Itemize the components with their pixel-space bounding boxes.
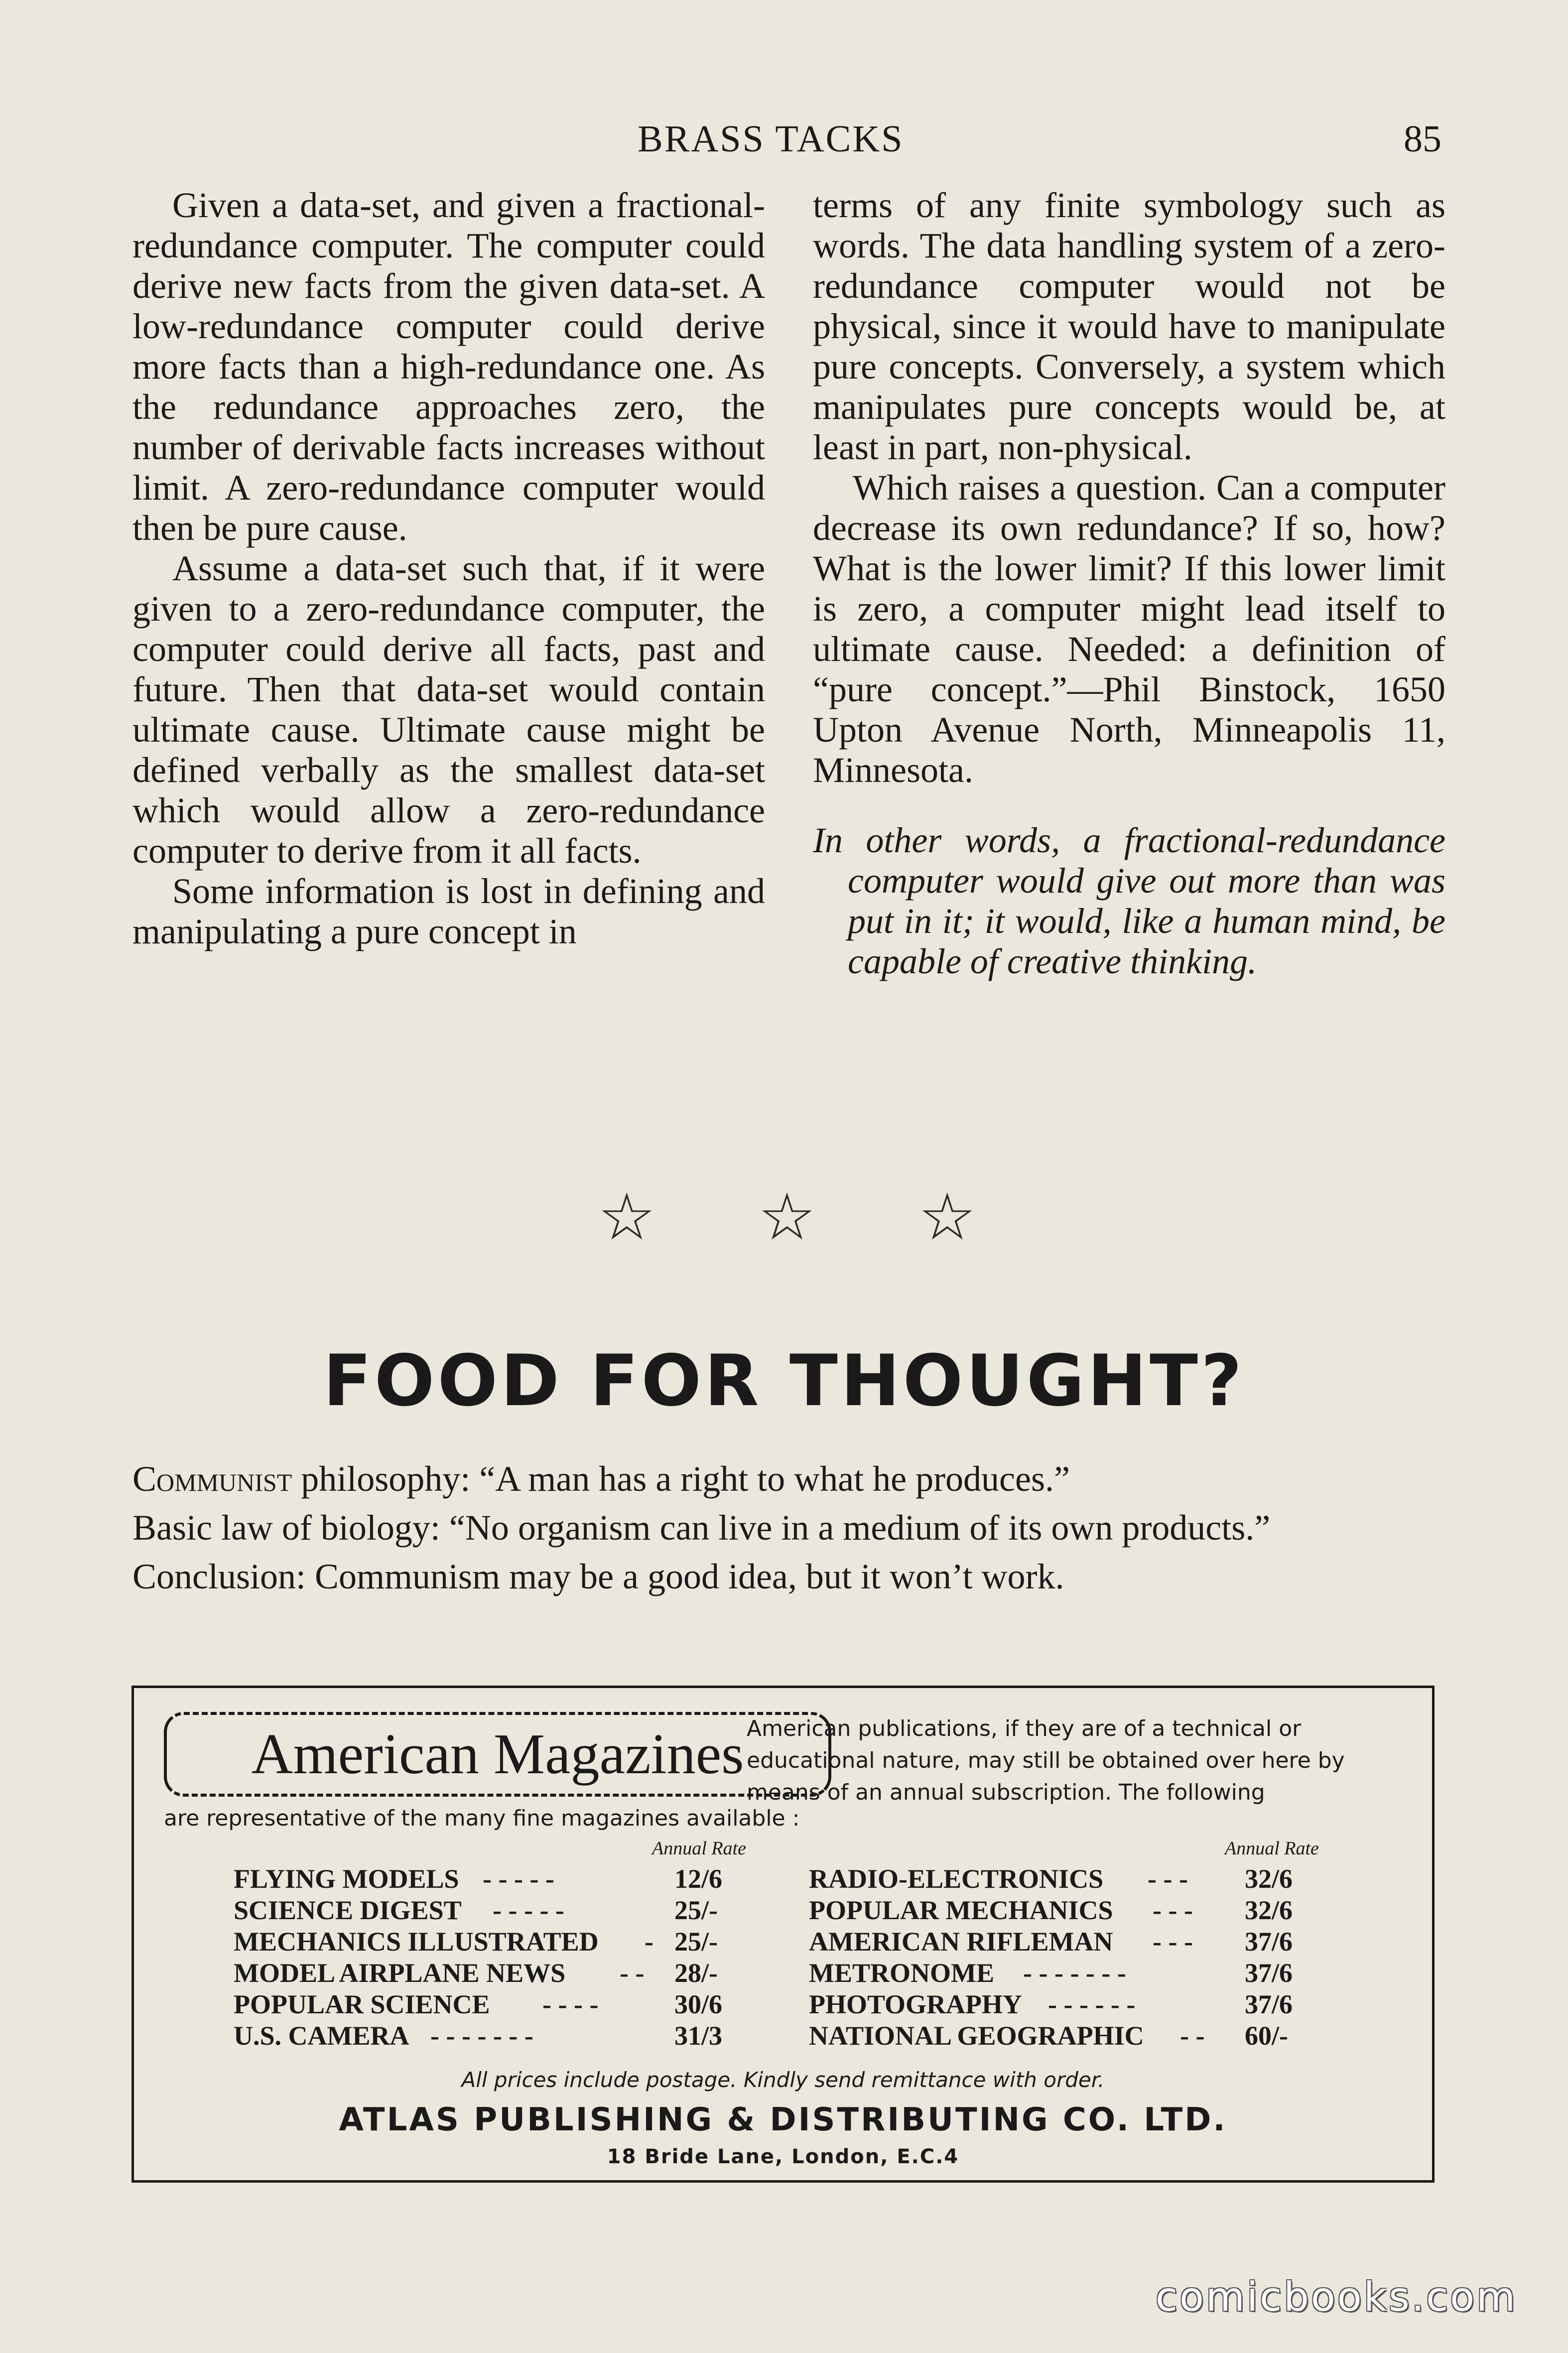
leader-dots: - - - - - - xyxy=(1048,1989,1136,2019)
magazine-row xyxy=(234,2020,757,2052)
magazine-row xyxy=(809,1926,1407,1958)
leader-dots: - - - xyxy=(1153,1895,1193,1925)
fft-lead-word: Communist xyxy=(132,1459,292,1499)
letter-paragraph: Given a data-set, and given a fractional-redundance computer. The computer could derive new facts from the given data-set. A low-redundance computer could derive more facts than a high-redundance one. As the redundance approaches zero, the number of derivable facts increases without limit. A zero-redundance computer would then be pure cause. xyxy=(132,185,765,548)
ad-intro-continued: are representative of the many fine magazines available : xyxy=(164,1806,800,1831)
magazine-row xyxy=(809,1958,1407,1989)
fft-line-1-text: philosophy: “A man has a right to what he produces.” xyxy=(292,1459,1070,1499)
letter-paragraph: Which raises a question. Can a computer decrease its own redundance? If so, how? What is the lower limit? If this lower limit is zero, a computer might lead itself to ultimate cause. Needed: a definition of “pure concept.”—Phil Binstock, 1650 Upton Avenue North, Minneapolis 11, Minnesota. xyxy=(813,468,1445,790)
magazine-row xyxy=(234,1989,757,2020)
magazine-name: RADIO-ELECTRONICS xyxy=(809,1864,1104,1894)
letter-paragraph-continued: terms of any finite symbology such as words. The data handling system of a zero-redundance computer would not be physical, since it would have to manipulate pure concepts. Conversely, a system which manipulates pure concepts would be, at least in part, non-physical. xyxy=(813,185,1445,467)
magazine-price: 31/3 xyxy=(674,2021,723,2051)
ad-price-note: All prices include postage. Kindly send remittance with order. xyxy=(461,2068,1105,2092)
leader-dots: - - xyxy=(1180,2021,1205,2051)
magazine-row xyxy=(809,1863,1407,1895)
magazine-name: METRONOME xyxy=(809,1958,994,1988)
magazine-price: 25/- xyxy=(674,1927,718,1957)
magazine-price: 25/- xyxy=(674,1895,718,1925)
rate-heading-right: Annual Rate xyxy=(1225,1838,1319,1859)
magazine-name: POPULAR SCIENCE xyxy=(234,1989,490,2019)
food-for-thought-body xyxy=(132,1454,1477,1601)
leader-dots: - - - - - - - xyxy=(1023,1958,1126,1988)
magazine-price: 32/6 xyxy=(1245,1895,1293,1925)
magazine-name: MECHANICS ILLUSTRATED xyxy=(234,1927,599,1957)
editor-reply: In other words, a fractional-redundance computer would give out more than was put in it; it would, like a human mind, be capable of creative thinking. xyxy=(813,820,1445,981)
leader-dots: - - - xyxy=(1148,1864,1188,1894)
magazine-row xyxy=(234,1895,757,1926)
letter-paragraph: Some information is lost in defining and manipulating a pure concept in xyxy=(132,871,765,951)
star-icon: ☆ xyxy=(598,1182,656,1254)
ad-company-address: 18 Bride Lane, London, E.C.4 xyxy=(607,2145,959,2168)
magazine-list-left xyxy=(234,1863,757,2052)
magazine-price: 37/6 xyxy=(1245,1958,1293,1988)
magazine-price: 28/- xyxy=(674,1958,718,1988)
letter-right-column xyxy=(813,185,1445,982)
ad-title: American Magazines xyxy=(251,1722,744,1786)
magazine-price: 30/6 xyxy=(674,1989,723,2019)
magazine-price: 37/6 xyxy=(1245,1927,1293,1957)
magazine-name: MODEL AIRPLANE NEWS xyxy=(234,1958,566,1988)
letter-paragraph: Assume a data-set such that, if it were given to a zero-redundance computer, the computer could derive all facts, past and future. Then that data-set would contain ultimate cause. Ultimate cause might be defined verbally as the smallest data-set which would allow a zero-redundance computer to derive from it all facts. xyxy=(132,548,765,871)
magazine-row xyxy=(234,1863,757,1895)
section-separator xyxy=(598,1182,976,1254)
magazine-row xyxy=(809,1895,1407,1926)
fft-line-2: Basic law of biology: “No organism can live in a medium of its own products.” xyxy=(132,1508,1271,1548)
site-watermark: comicbooks.com xyxy=(1156,2274,1518,2320)
magazine-name: NATIONAL GEOGRAPHIC xyxy=(809,2021,1144,2051)
magazine-row xyxy=(809,1989,1407,2020)
leader-dots: - - - - xyxy=(542,1989,599,2019)
fft-line-1 xyxy=(132,1454,1477,1503)
star-icon: ☆ xyxy=(758,1182,816,1254)
leader-dots: - - - - - xyxy=(483,1864,554,1894)
ad-intro: American publications, if they are of a technical or educational nature, may still be obtained over here by means of an annual subscription. The following xyxy=(747,1716,1345,1805)
leader-dots: - - - - - xyxy=(493,1895,564,1925)
ad-company-name: ATLAS PUBLISHING & DISTRIBUTING CO. LTD. xyxy=(339,2101,1227,2138)
magazine-name: SCIENCE DIGEST xyxy=(234,1895,462,1925)
magazine-name: PHOTOGRAPHY xyxy=(809,1989,1023,2019)
magazine-row xyxy=(809,2020,1407,2052)
running-header xyxy=(0,118,1568,162)
magazine-row xyxy=(234,1958,757,1989)
page-number: 85 xyxy=(1404,118,1441,160)
letter-left-column xyxy=(132,185,765,952)
leader-dots: - - xyxy=(620,1958,645,1988)
running-title: BRASS TACKS xyxy=(638,118,904,160)
food-for-thought-heading: FOOD FOR THOUGHT? xyxy=(323,1340,1245,1422)
leader-dots: - xyxy=(645,1927,653,1957)
magazine-list-right xyxy=(809,1863,1407,2052)
fft-line-3: Conclusion: Communism may be a good idea, but it won’t work. xyxy=(132,1557,1064,1596)
leader-dots: - - - - - - - xyxy=(430,2021,533,2051)
leader-dots: - - - xyxy=(1153,1927,1193,1957)
magazine-name: POPULAR MECHANICS xyxy=(809,1895,1113,1925)
magazine-name: FLYING MODELS xyxy=(234,1864,459,1894)
magazine-price: 12/6 xyxy=(674,1864,723,1894)
magazine-price: 32/6 xyxy=(1245,1864,1293,1894)
magazine-name: AMERICAN RIFLEMAN xyxy=(809,1927,1113,1957)
magazine-name: U.S. CAMERA xyxy=(234,2021,409,2051)
magazine-row xyxy=(234,1926,757,1958)
magazine-price: 60/- xyxy=(1245,2021,1288,2051)
magazine-price: 37/6 xyxy=(1245,1989,1293,2019)
ad-title-banner xyxy=(164,1712,831,1797)
star-icon: ☆ xyxy=(918,1182,976,1254)
american-magazines-ad xyxy=(131,1686,1435,2183)
rate-heading-left: Annual Rate xyxy=(652,1838,746,1859)
